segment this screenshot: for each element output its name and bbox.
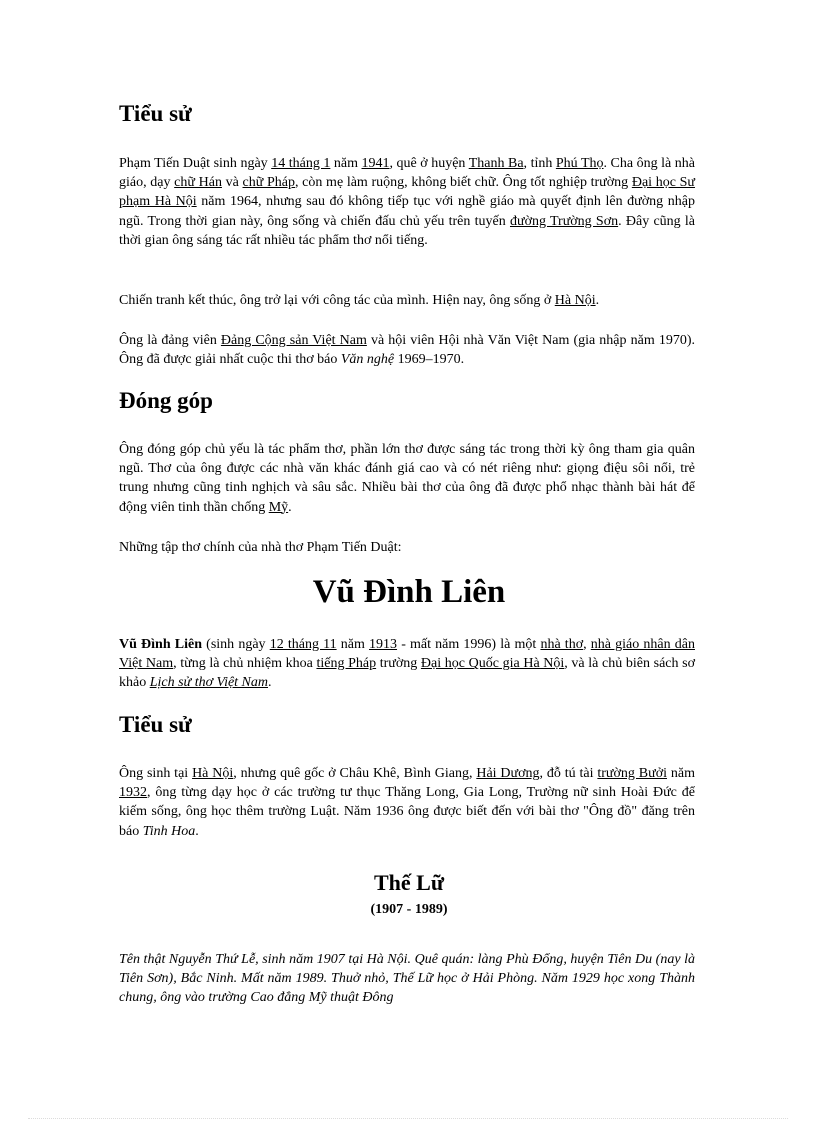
- link-phu-tho[interactable]: Phú Thọ: [555, 156, 604, 171]
- paragraph-vdl-bio: [119, 764, 695, 841]
- text: ,: [583, 637, 591, 652]
- years-the-lu: (1907 - 1989): [370, 902, 448, 917]
- paragraph-biography: [119, 154, 695, 250]
- link-duong-truong-son[interactable]: đường Trường Sơn: [509, 213, 619, 229]
- text: (sinh ngày: [202, 637, 270, 652]
- text: , và là chủ biên sách sơ khảo: [119, 656, 695, 691]
- text: , đỗ tú tài: [539, 766, 598, 781]
- italic-text: Văn nghệ: [340, 352, 395, 368]
- text: .: [268, 675, 272, 691]
- text: năm: [330, 156, 362, 171]
- link-truong-buoi[interactable]: trường Bưởi: [597, 766, 668, 781]
- paragraph-vdl-intro: [119, 635, 695, 693]
- text: , quê ở huyện: [389, 156, 469, 171]
- link-dang-cong-san[interactable]: Đảng Cộng sản Việt Nam: [220, 333, 367, 348]
- page-bottom-divider: [28, 1118, 788, 1119]
- text: và hội viên Hội nhà Văn Việt Nam (gia nhập năm 1970). Ông đã được giải nhất cuộc thi thơ báo: [119, 333, 695, 368]
- text: , từng là chủ nhiệm khoa: [173, 656, 317, 672]
- text: , nhưng quê gốc ở Châu Khê, Bình Giang,: [233, 766, 477, 781]
- text: .: [595, 293, 600, 308]
- link-nha-tho[interactable]: nhà thơ: [540, 637, 584, 652]
- text: trường: [376, 656, 421, 672]
- paragraph-contribution: [119, 440, 695, 517]
- text: , còn mẹ làm ruộng, không biết chữ. Ông tốt nghiệp trường: [295, 175, 632, 191]
- text: 1969–1970.: [394, 352, 465, 368]
- section-heading-tieu-su-vdl: Tiểu sử: [119, 712, 192, 737]
- text: Ông là đảng viên: [119, 333, 221, 348]
- text: . Cha ông là nhà giáo, dạy: [119, 156, 695, 191]
- link-nha-giao-nhan-dan[interactable]: nhà giáo nhân dân Việt Nam: [119, 637, 695, 672]
- title-vu-dinh-lien: Vũ Đình Liên: [312, 574, 506, 610]
- text: Phạm Tiến Duật sinh ngày: [119, 156, 272, 171]
- link-birth-date-vdl[interactable]: 12 tháng 11: [269, 637, 337, 652]
- text: Ông đóng góp chủ yếu là tác phẩm thơ, phần lớn thơ được sáng tác trong thời kỳ ông tham gia quân ngũ. Thơ của ông được các nhà văn khác đánh giá cao và có nét riêng như: giọng điệu sôi nổi, trẻ trung nhưng cũng tinh nghịch và sâu sắc. Nhiều bài thơ của ông đã được phổ nhạc thành bài hát để động viên tinh thần chống: [119, 442, 695, 515]
- link-my[interactable]: Mỹ: [268, 499, 289, 515]
- section-heading-dong-gop: Đóng góp: [119, 388, 213, 413]
- italic-text: Tinh Hoa: [142, 823, 196, 839]
- link-dai-hoc-quoc-gia[interactable]: Đại học Quốc gia Hà Nội: [420, 656, 565, 672]
- link-tieng-phap[interactable]: tiếng Pháp: [316, 656, 377, 672]
- text: . Đây cũng là thời gian ông sáng tác rất nhiều tác phẩm thơ nổi tiếng.: [119, 213, 695, 248]
- link-1932[interactable]: 1932: [119, 785, 147, 801]
- link-dai-hoc-su-pham[interactable]: Đại học Sư phạm Hà Nội: [119, 175, 695, 210]
- text: , ông từng dạy học ở các trường tư thục Thăng Long, Gia Long, Trường nữ sinh Hoài Đức để kiếm sống, ông học thêm trường Luật. Năm 1936 ông được biết đến với bài thơ "Ông đồ" đăng trên báo: [119, 785, 695, 839]
- title-the-lu: Thế Lữ: [373, 870, 445, 895]
- link-birth-year[interactable]: 1941: [361, 156, 390, 171]
- link-hai-duong[interactable]: Hải Dương: [476, 766, 540, 781]
- paragraph-the-lu: Tên thật Nguyễn Thứ Lễ, sinh năm 1907 tại Hà Nội. Quê quán: làng Phù Đổng, huyện Tiên Du (nay là Tiên Sơn), Bắc Ninh. Mất năm 1989. Thuở nhỏ, Thế Lữ học ở Hải Phòng. Năm 1929 học xong Thành chung, ông vào trường Cao đẳng Mỹ thuật Đông: [119, 952, 695, 1006]
- text: Ông sinh tại: [119, 766, 193, 781]
- link-chu-han[interactable]: chữ Hán: [174, 175, 222, 191]
- section-heading-tieu-su: Tiểu sử: [119, 101, 192, 126]
- text: Chiến tranh kết thúc, ông trở lại với công tác của mình. Hiện nay, ông sống ở: [119, 293, 555, 308]
- link-birth-date[interactable]: 14 tháng 1: [271, 156, 331, 171]
- paragraph-poetry-list-intro: Những tập thơ chính của nhà thơ Phạm Tiến Duật:: [119, 540, 402, 555]
- paragraph-party-member: [119, 331, 695, 369]
- text: năm: [336, 637, 370, 652]
- text: - mất năm 1996) là một: [397, 637, 541, 652]
- paragraph-after-war: [119, 291, 695, 310]
- text: .: [288, 499, 292, 515]
- text: và: [221, 175, 243, 191]
- link-lich-su-tho-viet-nam[interactable]: Lịch sử thơ Việt Nam: [149, 675, 269, 691]
- text: .: [195, 823, 199, 839]
- text: năm: [667, 766, 695, 781]
- link-thanh-ba[interactable]: Thanh Ba: [468, 156, 524, 171]
- link-ha-noi[interactable]: Hà Nội: [554, 293, 596, 308]
- bold-name: Vũ Đình Liên: [119, 637, 203, 652]
- link-ha-noi-vdl[interactable]: Hà Nội: [192, 766, 234, 781]
- text: năm 1964, nhưng sau đó không tiếp tục với nghề giáo mà quyết định lên đường nhập ngũ. Trong thời gian này, ông sống và chiến đấu chủ yếu trên tuyến: [119, 194, 695, 229]
- link-1913[interactable]: 1913: [369, 637, 398, 652]
- link-chu-phap[interactable]: chữ Pháp: [242, 175, 295, 191]
- text: , tỉnh: [523, 156, 556, 171]
